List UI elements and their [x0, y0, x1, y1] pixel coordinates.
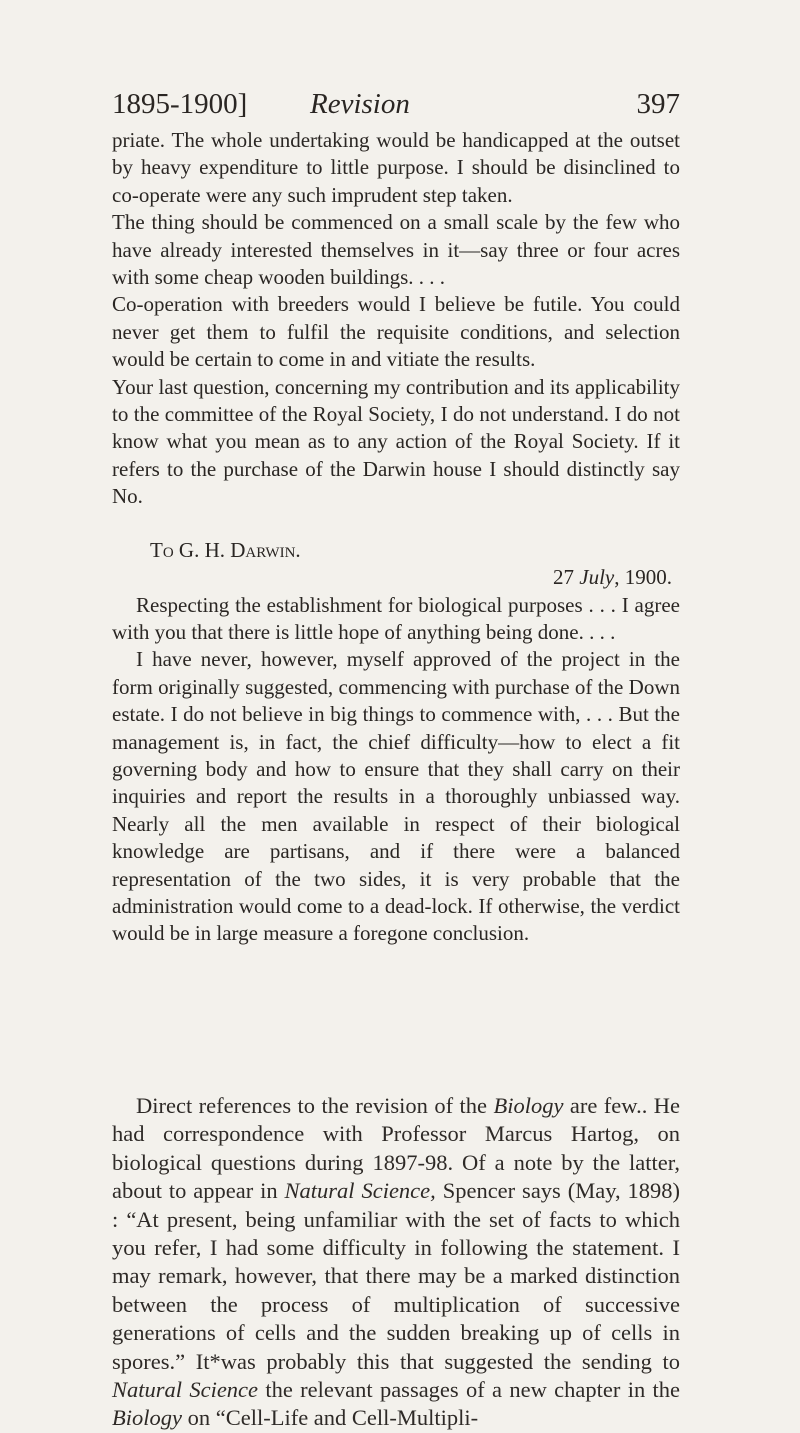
header-section-title: Revision: [310, 88, 410, 120]
letter-paragraph: Co-operation with breeders would I believe be futile. You could never get them to fulfil the requisite conditions, and selection would be certain to come in and vitiate the results.: [112, 292, 680, 372]
page-number: 397: [636, 88, 680, 120]
journal-title-natural-science: Natural Science,: [284, 1178, 436, 1204]
letter-paragraph: Your last question, concerning my contribution and its applicability to the committee of the Royal Society, I do not understand. I do not know what you mean as to any action of the Royal Society. If it refers to the purchase of the Darwin house I should distinctly say No.: [112, 374, 680, 509]
letter-date: 27 July, 1900.: [553, 565, 672, 590]
running-header: [112, 88, 680, 128]
journal-title-natural-science: Natural Science: [112, 1377, 259, 1403]
letter-paragraph: Respecting the establishment for biological purposes . . . I agree with you that there is little hope of anything being done. . . .: [112, 592, 680, 644]
book-title-biology: Biology: [493, 1093, 564, 1118]
letter-paragraph: The thing should be commenced on a small scale by the few who have already interested themselves in it—say three or four acres with some cheap wooden buildings. . . .: [112, 210, 680, 290]
letter-paragraph: I have never, however, myself approved of the project in the form originally suggested, commencing with purchase of the Down estate. I do not believe in big things to commence with, . . . But the management is, in fact, the chief difficulty—how to elect a fit governing body and how to ensure that they shall carry on their inquiries and report the results in a thoroughly unbiassed way. Nearly all the men available in respect of their biological knowledge are partisans, and if there were a balanced representation of the two sides, it is very probable that the administration would come to a dead-lock. If otherwise, the verdict would be in large measure a foregone conclusion.: [112, 647, 680, 946]
book-title-biology: Biology: [112, 1405, 182, 1431]
letter-continuation: priate. The whole undertaking would be handicapped at the outset by heavy expenditure to little purpose. I should be disinclined to co-operate were any such imprudent step taken.: [112, 128, 680, 207]
letter-extracts: [112, 127, 680, 948]
commentary-paragraph: Direct references to the revision of the Biology are few.. He had correspondence with Professor Marcus Hartog, on biological questions during 1897-98. Of a note by the latter, about to appear in Natural Science, Spencer says (May, 1898) : “At present, being unfamiliar with the set of facts to which you refer, I had some difficulty in following the statement. I may remark, however, that there may be a marked distinction between the process of multiplication of successive generations of cells and the sudden breaking up of cells in spores.” It*was probably this that suggested the sending to Natural Science the relevant passages of a new chapter in the Biology on “Cell-Life and Cell-Multipli-: [112, 1093, 681, 1431]
letter-salutation: To G. H. Darwin.: [150, 537, 301, 562]
header-years: 1895-1900]: [112, 88, 248, 120]
